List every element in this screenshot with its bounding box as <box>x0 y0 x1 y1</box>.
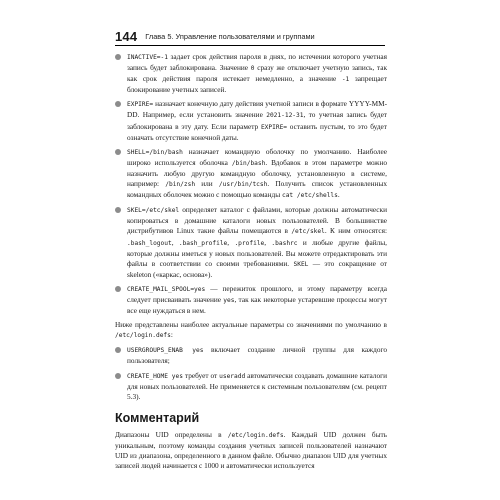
intro-paragraph <box>115 320 387 341</box>
bullet-list-options <box>115 52 387 316</box>
bullet-list-defaults <box>115 345 387 401</box>
text-run: сразу же отключает учетную запись, так как срок действия пароля истекает немедленно, а значение <box>127 63 387 84</box>
text-run: назначает конечную дату действия учетной записи в формате YYYY-MM-DD. Например, если установить значение <box>127 99 387 120</box>
inline-code: EXPIRE= <box>127 101 154 109</box>
text-run: , так как некоторые устаревшие процессы могут все еще нуждаться в нем. <box>127 294 388 316</box>
inline-code: SKEL=/etc/skel <box>127 207 180 215</box>
inline-code: 2021-12-31 <box>266 112 304 120</box>
inline-code: cat /etc/shells <box>281 192 338 200</box>
inline-code: .bash_logout <box>127 239 172 247</box>
text-run: — это сокращение от skeleton («каркас, основа»). <box>127 258 387 279</box>
list-item <box>115 371 387 402</box>
list-item <box>115 147 387 201</box>
inline-code: /etc/login.defs <box>227 431 284 439</box>
running-header <box>115 28 385 44</box>
text-run: — пережиток прошлого, и этому параметру всегда следует присваивать значение <box>127 283 387 304</box>
bullet-dot-icon <box>115 286 121 292</box>
inline-code: EXPIRE= <box>260 123 288 131</box>
list-item <box>115 205 387 280</box>
text-run: или <box>195 179 219 189</box>
inline-code: INACTIVE=-1 <box>127 54 168 61</box>
page-body <box>115 52 387 475</box>
page-number: 144 <box>115 28 138 44</box>
bullet-dot-icon <box>115 54 121 60</box>
text-run: Ниже представлены наиболее актуальные параметры со значениями по умолчанию в <box>115 320 387 330</box>
section-heading: Комментарий <box>115 410 200 425</box>
comment-paragraph <box>115 430 387 471</box>
list-item <box>115 99 387 142</box>
text-run: определяет каталог с файлами, которые должны автоматически копироваться в домашние каталоги новых пользователей. В большинстве дистрибутивов Linux такие файлы помещаются в <box>127 205 387 236</box>
bullet-dot-icon <box>115 149 121 155</box>
inline-code: CREATE_HOME yes <box>127 372 183 380</box>
text-run: запрещает блокирование учетных записей. <box>127 74 387 95</box>
inline-code: SKEL <box>293 260 309 268</box>
inline-code: USERGROUPS_ENAB yes <box>127 347 204 355</box>
inline-code: SHELL=/bin/bash <box>127 148 183 156</box>
inline-code: CREATE_MAIL_SPOOL=yes <box>127 285 206 293</box>
text-run: . К ним относятся: <box>324 226 387 236</box>
text-run: . Получить список установленных командных оболочек можно с помощью команды <box>127 179 388 200</box>
inline-code: .profile <box>234 239 265 247</box>
inline-code: -1 <box>341 76 350 84</box>
inline-code: 0 <box>250 65 255 73</box>
inline-code: /etc/login.defs <box>115 332 171 340</box>
inline-code: useradd <box>219 372 246 380</box>
text-run: , <box>227 237 235 247</box>
text-run: , <box>171 237 179 247</box>
list-item <box>115 52 387 95</box>
text-run: задает срок действия пароля в днях, по истечении которого учетная запись будет заблокирована. Значение <box>127 52 387 73</box>
inline-code: /bin/bash <box>231 159 266 167</box>
text-run: включает создание личной группы для каждого пользователя; <box>127 345 387 366</box>
text-run: . Вдобавок в этом параметре можно назначить любую другую командную оболочку, установленную в системе, например: <box>127 157 388 189</box>
text-run: требует от <box>183 370 220 380</box>
bullet-dot-icon <box>115 347 121 353</box>
text-run: и любые другие файлы, которые должны иметься у новых пользователей. Вы можете отредактировать эти файлы в соответствии со своими требованиями. <box>127 237 387 268</box>
text-run: назначает командную оболочку по умолчанию. Наиболее широко используется оболочка <box>127 146 387 167</box>
text-run: , <box>264 237 272 247</box>
chapter-title: Глава 5. Управление пользователями и группами <box>145 31 315 41</box>
text-run: : <box>170 330 173 340</box>
text-run: автоматически создавать домашние каталоги для новых пользователей. Не применяется к системным пользователям (см. рецепт 5.3). <box>127 370 387 401</box>
inline-code: /usr/bin/tcsh <box>218 181 268 189</box>
inline-code: .bashrc <box>271 239 298 247</box>
bullet-dot-icon <box>115 207 121 213</box>
text-run: Диапазоны UID определены в <box>115 429 228 439</box>
header-rule <box>115 45 385 46</box>
inline-code: yes <box>223 296 235 304</box>
inline-code: .bash_profile <box>178 239 228 247</box>
inline-code: /bin/zsh <box>165 181 196 189</box>
bullet-dot-icon <box>115 373 121 379</box>
text-run: оставить пустым, то это будет означать отсутствие конечной даты. <box>127 121 387 142</box>
text-run: , то учетная запись будет заблокирована в эту дату. Если параметр <box>127 110 387 131</box>
bullet-dot-icon <box>115 101 121 107</box>
text-run: . Каждый UID должен быть уникальным, поэтому команды создания учетных записей пользователей назначают UID из диапазона, определенного в данном файле. Обычно диапазон UID для учетных записей людей начинается с 1000 и автоматически используется <box>115 429 387 471</box>
inline-code: /etc/skel <box>291 228 325 236</box>
text-run: . <box>337 190 340 200</box>
list-item <box>115 345 387 366</box>
list-item <box>115 284 387 316</box>
